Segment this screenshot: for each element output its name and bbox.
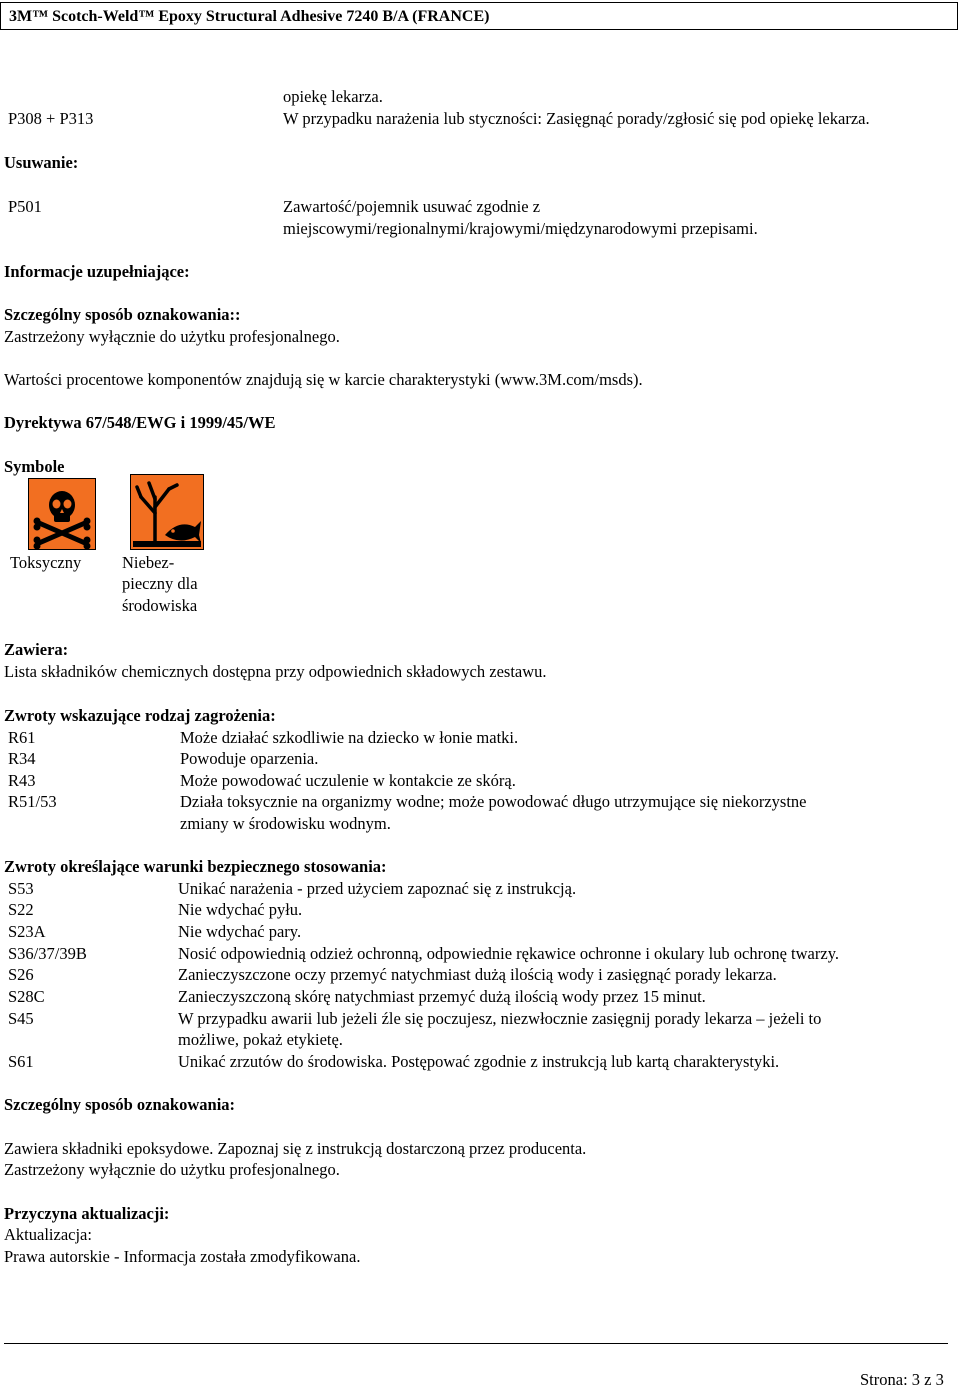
special-labelling-text: Zastrzeżony wyłącznie do użytku profesjonalnego. — [4, 327, 340, 346]
dead-tree-fish-icon — [131, 475, 203, 549]
risk-text: Działa toksycznie na organizmy wodne; może powodować długo utrzymujące się niekorzystne — [180, 792, 807, 811]
risk-text: Może powodować uczulenie w kontakcie ze skórą. — [180, 771, 516, 790]
special-labelling-line1: Zawiera składniki epoksydowe. Zapoznaj się z instrukcją dostarczoną przez producenta. — [4, 1139, 587, 1158]
special-labelling-line2: Zastrzeżony wyłącznie do użytku profesjonalnego. — [4, 1160, 340, 1179]
environment-label-2: pieczny dla — [122, 574, 198, 593]
safety-code: S23A — [8, 922, 46, 941]
safety-text: Unikać narażenia - przed użyciem zapoznać się z instrukcją. — [178, 879, 577, 898]
safety-code: S61 — [8, 1052, 34, 1071]
directive-heading: Dyrektywa 67/548/EWG i 1999/45/WE — [4, 413, 276, 432]
safety-code: S36/37/39B — [8, 944, 87, 963]
safety-text: Nie wdychać pyłu. — [178, 900, 303, 919]
contains-heading: Zawiera: — [4, 640, 69, 659]
symbols-heading: Symbole — [4, 457, 65, 476]
p308-code: P308 + P313 — [8, 109, 94, 128]
p308-line2: W przypadku narażenia lub styczności: Zasięgnąć porady/zgłosić się pod opiekę lekarza. — [283, 109, 870, 128]
toxic-label: Toksyczny — [10, 553, 82, 572]
update-heading: Przyczyna aktualizacji: — [4, 1204, 170, 1223]
toxic-symbol — [28, 478, 96, 550]
safety-code: S22 — [8, 900, 34, 919]
safety-code: S53 — [8, 879, 34, 898]
risk-heading: Zwroty wskazujące rodzaj zagrożenia: — [4, 706, 276, 725]
safety-text: Nosić odpowiednią odzież ochronną, odpowiednie rękawice ochronne i okulary lub ochronę twarzy. — [178, 944, 839, 963]
safety-code: S28C — [8, 987, 45, 1006]
safety-text: W przypadku awarii lub jeżeli źle się poczujesz, niezwłocznie zasięgnij porady lekarza – jeżeli to — [178, 1009, 822, 1028]
header-bar — [0, 2, 958, 30]
risk-text: Powoduje oparzenia. — [180, 749, 319, 768]
risk-code: R34 — [8, 749, 36, 768]
p501-line2: miejscowymi/regionalnymi/krajowymi/międzynarodowymi przepisami. — [283, 219, 758, 238]
safety-text: Zanieczyszczone oczy przemyć natychmiast dużą ilością wody i zasięgnąć porady lekarza. — [178, 965, 777, 984]
environment-symbol — [130, 474, 204, 550]
risk-code: R43 — [8, 771, 36, 790]
update-line2: Prawa autorskie - Informacja została zmodyfikowana. — [4, 1247, 361, 1266]
update-line1: Aktualizacja: — [4, 1225, 92, 1244]
safety-code: S26 — [8, 965, 34, 984]
risk-text: Może działać szkodliwie na dziecko w łonie matki. — [180, 728, 519, 747]
safety-text: Zanieczyszczoną skórę natychmiast przemyć dużą ilością wody przez 15 minut. — [178, 987, 706, 1006]
risk-code: R51/53 — [8, 792, 57, 811]
p501-line1: Zawartość/pojemnik usuwać zgodnie z — [283, 197, 541, 216]
disposal-heading: Usuwanie: — [4, 153, 79, 172]
document-title: 3M™ Scotch-Weld™ Epoxy Structural Adhesive 7240 B/A (FRANCE) — [9, 8, 490, 25]
safety-text: Nie wdychać pary. — [178, 922, 302, 941]
page-number: Strona: 3 z 3 — [860, 1370, 944, 1389]
risk-text-cont: zmiany w środowisku wodnym. — [180, 814, 391, 833]
percent-text: Wartości procentowe komponentów znajdują się w karcie charakterystyki (www.3M.com/msds). — [4, 370, 643, 389]
risk-code: R61 — [8, 728, 36, 747]
safety-code: S45 — [8, 1009, 34, 1028]
special-labelling-heading: Szczególny sposób oznakowania:: — [4, 305, 241, 324]
safety-text-cont: możliwe, pokaż etykietę. — [178, 1030, 343, 1049]
safety-text: Unikać zrzutów do środowiska. Postępować zgodnie z instrukcją lub kartą charakterystyki. — [178, 1052, 780, 1071]
supplementary-heading: Informacje uzupełniające: — [4, 262, 190, 281]
safety-heading: Zwroty określające warunki bezpiecznego stosowania: — [4, 857, 387, 876]
contains-text: Lista składników chemicznych dostępna przy odpowiednich składowych zestawu. — [4, 662, 547, 681]
environment-label-3: środowiska — [122, 596, 198, 615]
special-labelling-heading-2: Szczególny sposób oznakowania: — [4, 1095, 236, 1114]
environment-label-1: Niebez- — [122, 553, 175, 572]
p308-line1: opiekę lekarza. — [283, 87, 383, 106]
footer-divider — [4, 1343, 948, 1344]
skull-crossbones-icon — [29, 479, 95, 549]
p501-code: P501 — [8, 197, 42, 216]
